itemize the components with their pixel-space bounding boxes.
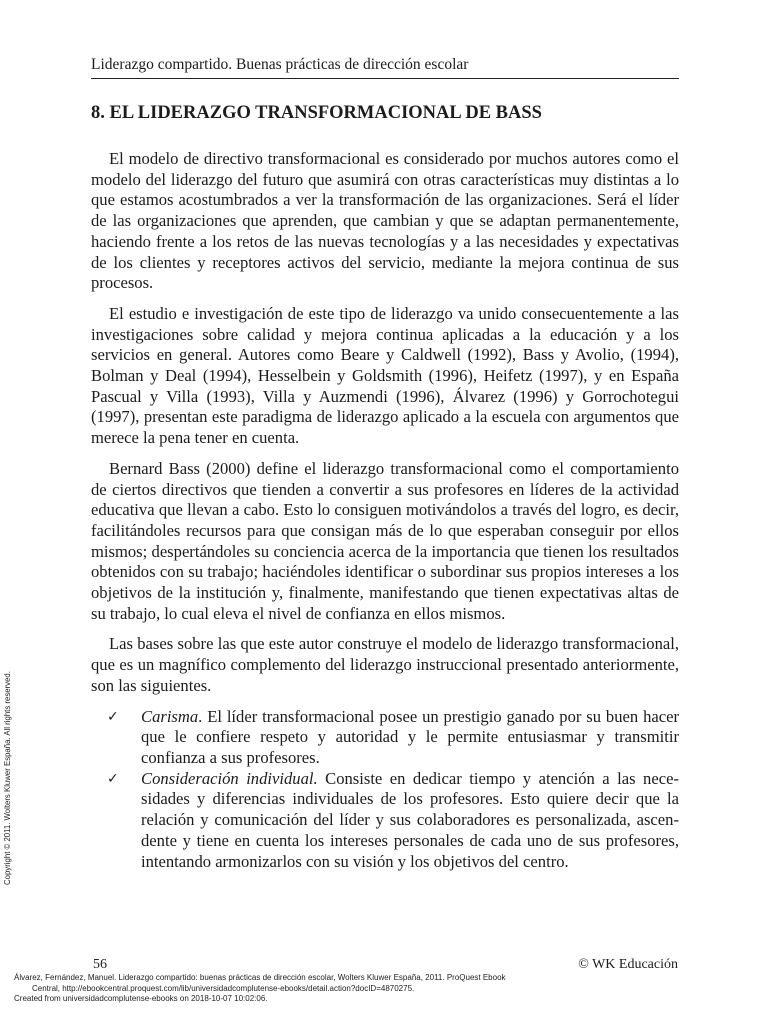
paragraph: El estudio e investigación de este tipo de liderazgo va unido consecuentemente a las investigaciones sobre calidad y mejora continua aplicadas a la educación y a los servicios en general. Autores como Beare y Caldwell (1992), Bass y Avolio, (1994), Bolman y Deal (1994), Hesselbein y Goldsmith (1996), Heifetz (1997), y en España Pascual y Villa (1993), Villa y Auzmendi (1996), Álvarez (1996) y Gorrochotegui (1997), presentan este paradigma de liderazgo aplicado a la escuela con argumentos que merece la pena tener en cuenta.	[91, 303, 679, 448]
body-text	[91, 149, 679, 872]
check-icon: ✓	[107, 770, 119, 787]
bullet-list	[91, 707, 679, 873]
page-number: 56	[93, 957, 107, 972]
side-copyright: Copyright © 2011. Wolters Kluwer España. All rights reserved.	[3, 671, 12, 885]
section-title: 8. EL LIDERAZGO TRANSFORMACIONAL DE BASS	[91, 103, 542, 123]
paragraph: Las bases sobre las que este autor construye el modelo de liderazgo transformacional, que es un magnífico complemento del liderazgo instruccional presentado anteriormente, son las siguientes.	[91, 634, 679, 695]
bullet-term: Carisma	[141, 706, 199, 726]
citation-line: Central, http://ebookcentral.proquest.com/lib/universidadcomplutense-ebooks/detail.action?docID=4870275.	[32, 983, 415, 993]
check-icon: ✓	[107, 708, 119, 725]
citation-line: Álvarez, Fernández, Manuel. Liderazgo compartido: buenas prácticas de dirección escolar, Wolters Kluwer España, 2011. ProQuest Ebook	[14, 973, 506, 982]
bullet-item-carisma	[107, 707, 679, 769]
bullet-text: Consiste en dedicar tiempo y atención a las necesidades y diferencias individuales de los profesores. Esto quiere decir que la relación y comunicación del líder y sus colaboradores es personalizada, ascendente y tiene en cuenta los intereses personales de cada uno de sus profesores, intentando armonizarlos con su visión y los objetivos del centro.	[141, 768, 679, 871]
bullet-item-consideracion	[107, 769, 679, 873]
publisher-credit: © WK Educación	[578, 957, 678, 972]
citation-footer	[14, 973, 754, 1005]
bullet-term: Consideración individual.	[141, 768, 318, 788]
citation-line: Created from universidadcomplutense-ebooks on 2018-10-07 10:02:06.	[14, 994, 268, 1003]
bullet-text: . El líder transformacional posee un prestigio ganado por su buen hacer que le confiere respeto y autoridad y le permite entusiasmar y transmitir confianza a sus profesores.	[141, 706, 679, 767]
paragraph: Bernard Bass (2000) define el liderazgo transformacional como el comportamiento de ciertos directivos que tienden a convertir a sus profesores en líderes de la actividad educativa que llevan a cabo. Esto lo consiguen motivándolos a través del logro, es decir, facilitándoles recursos para que consigan más de lo que esperaban conseguir por ellos mismos; despertándoles su conciencia acerca de la importancia que tienen los resultados obtenidos con su trabajo; haciéndoles identificar o subordinar sus propios intereses a los objetivos de la institución y, finalmente, manifestando que tienen expectativas altas de su trabajo, lo cual eleva el nivel de confianza en ellos mismos.	[91, 458, 679, 623]
running-header: Liderazgo compartido. Buenas prácticas de dirección escolar	[91, 55, 679, 79]
paragraph: El modelo de directivo transformacional es considerado por muchos autores como el modelo del liderazgo del futuro que asumirá con otras características muy distintas a lo que estamos acostumbrados a ver la transformación de las organizaciones. Será el líder de las organizaciones que aprenden, que cambian y que se adaptan permanentemente, haciendo frente a los retos de las nuevas tecnologías y a las necesidades y expectativas de los clientes y receptores activos del servicio, mediante la mejora continua de sus procesos.	[91, 149, 679, 293]
